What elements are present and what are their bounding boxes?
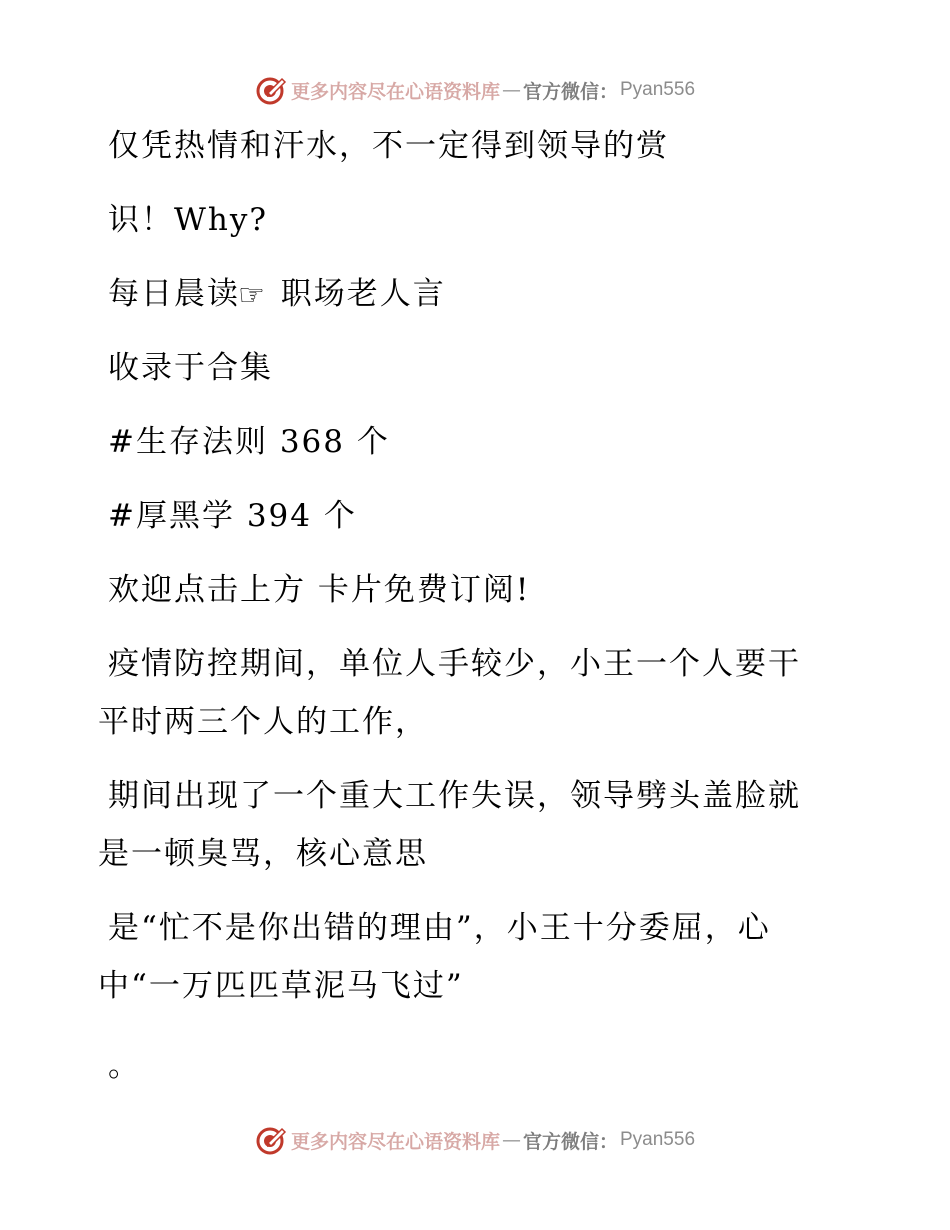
text: #生存法则 368 个 [108,424,390,460]
text: #厚黑学 394 个 [108,498,357,534]
paragraph-2-line-2 [0,834,950,874]
column-name-line [0,274,950,316]
subscribe-prompt-line [0,570,950,610]
text: 中“一万匹匹草泥马飞过” [98,968,464,1004]
header-watermark [0,70,950,110]
pointing-hand-icon: ☞ [238,277,267,313]
collection-tag-survival [0,422,950,462]
collection-label-line [0,348,950,388]
text: 仅凭热情和汗水，不一定得到领导的赏 [108,128,669,164]
article-title-line-2 [0,200,950,240]
paragraph-1-line-1 [0,644,950,684]
paragraph-3-line-2 [0,966,950,1006]
watermark-official-text: 官方微信： [522,80,618,103]
paragraph-1-line-2 [0,702,950,742]
text: 收录于合集 [108,350,273,386]
text: 是一顿臭骂，核心意思 [98,836,428,872]
watermark-wechat-id: Pyan556 [620,79,696,100]
watermark-dash: — [501,79,521,101]
article-title-line-1 [0,126,950,166]
text: 识！Why? [108,202,268,238]
collection-tag-houheixue [0,496,950,536]
text: 疫情防控期间，单位人手较少，小王一个人要干 [108,646,801,682]
watermark-dash: — [501,1129,521,1151]
text: 每日晨读 [108,276,240,312]
text: 期间出现了一个重大工作失误，领导劈头盖脸就 [108,778,801,814]
text: 是“忙不是你出错的理由”，小王十分委屈，心 [108,910,771,946]
paragraph-end-mark [0,1046,950,1086]
pen-logo-icon [255,1124,287,1156]
text: 欢迎点击上方 卡片免费订阅! [108,572,531,608]
text: 平时两三个人的工作， [98,704,428,740]
pen-logo-icon [255,74,287,106]
text: 职场老人言 [268,276,446,312]
watermark-wechat-id: Pyan556 [620,1129,696,1150]
text: 。 [108,1048,141,1084]
paragraph-3-line-1 [0,908,950,948]
watermark-site-text: 更多内容尽在心语资料库 [290,1130,500,1153]
footer-watermark [0,1120,950,1160]
paragraph-2-line-1 [0,776,950,816]
watermark-official-text: 官方微信： [522,1130,618,1153]
watermark-site-text: 更多内容尽在心语资料库 [290,80,500,103]
